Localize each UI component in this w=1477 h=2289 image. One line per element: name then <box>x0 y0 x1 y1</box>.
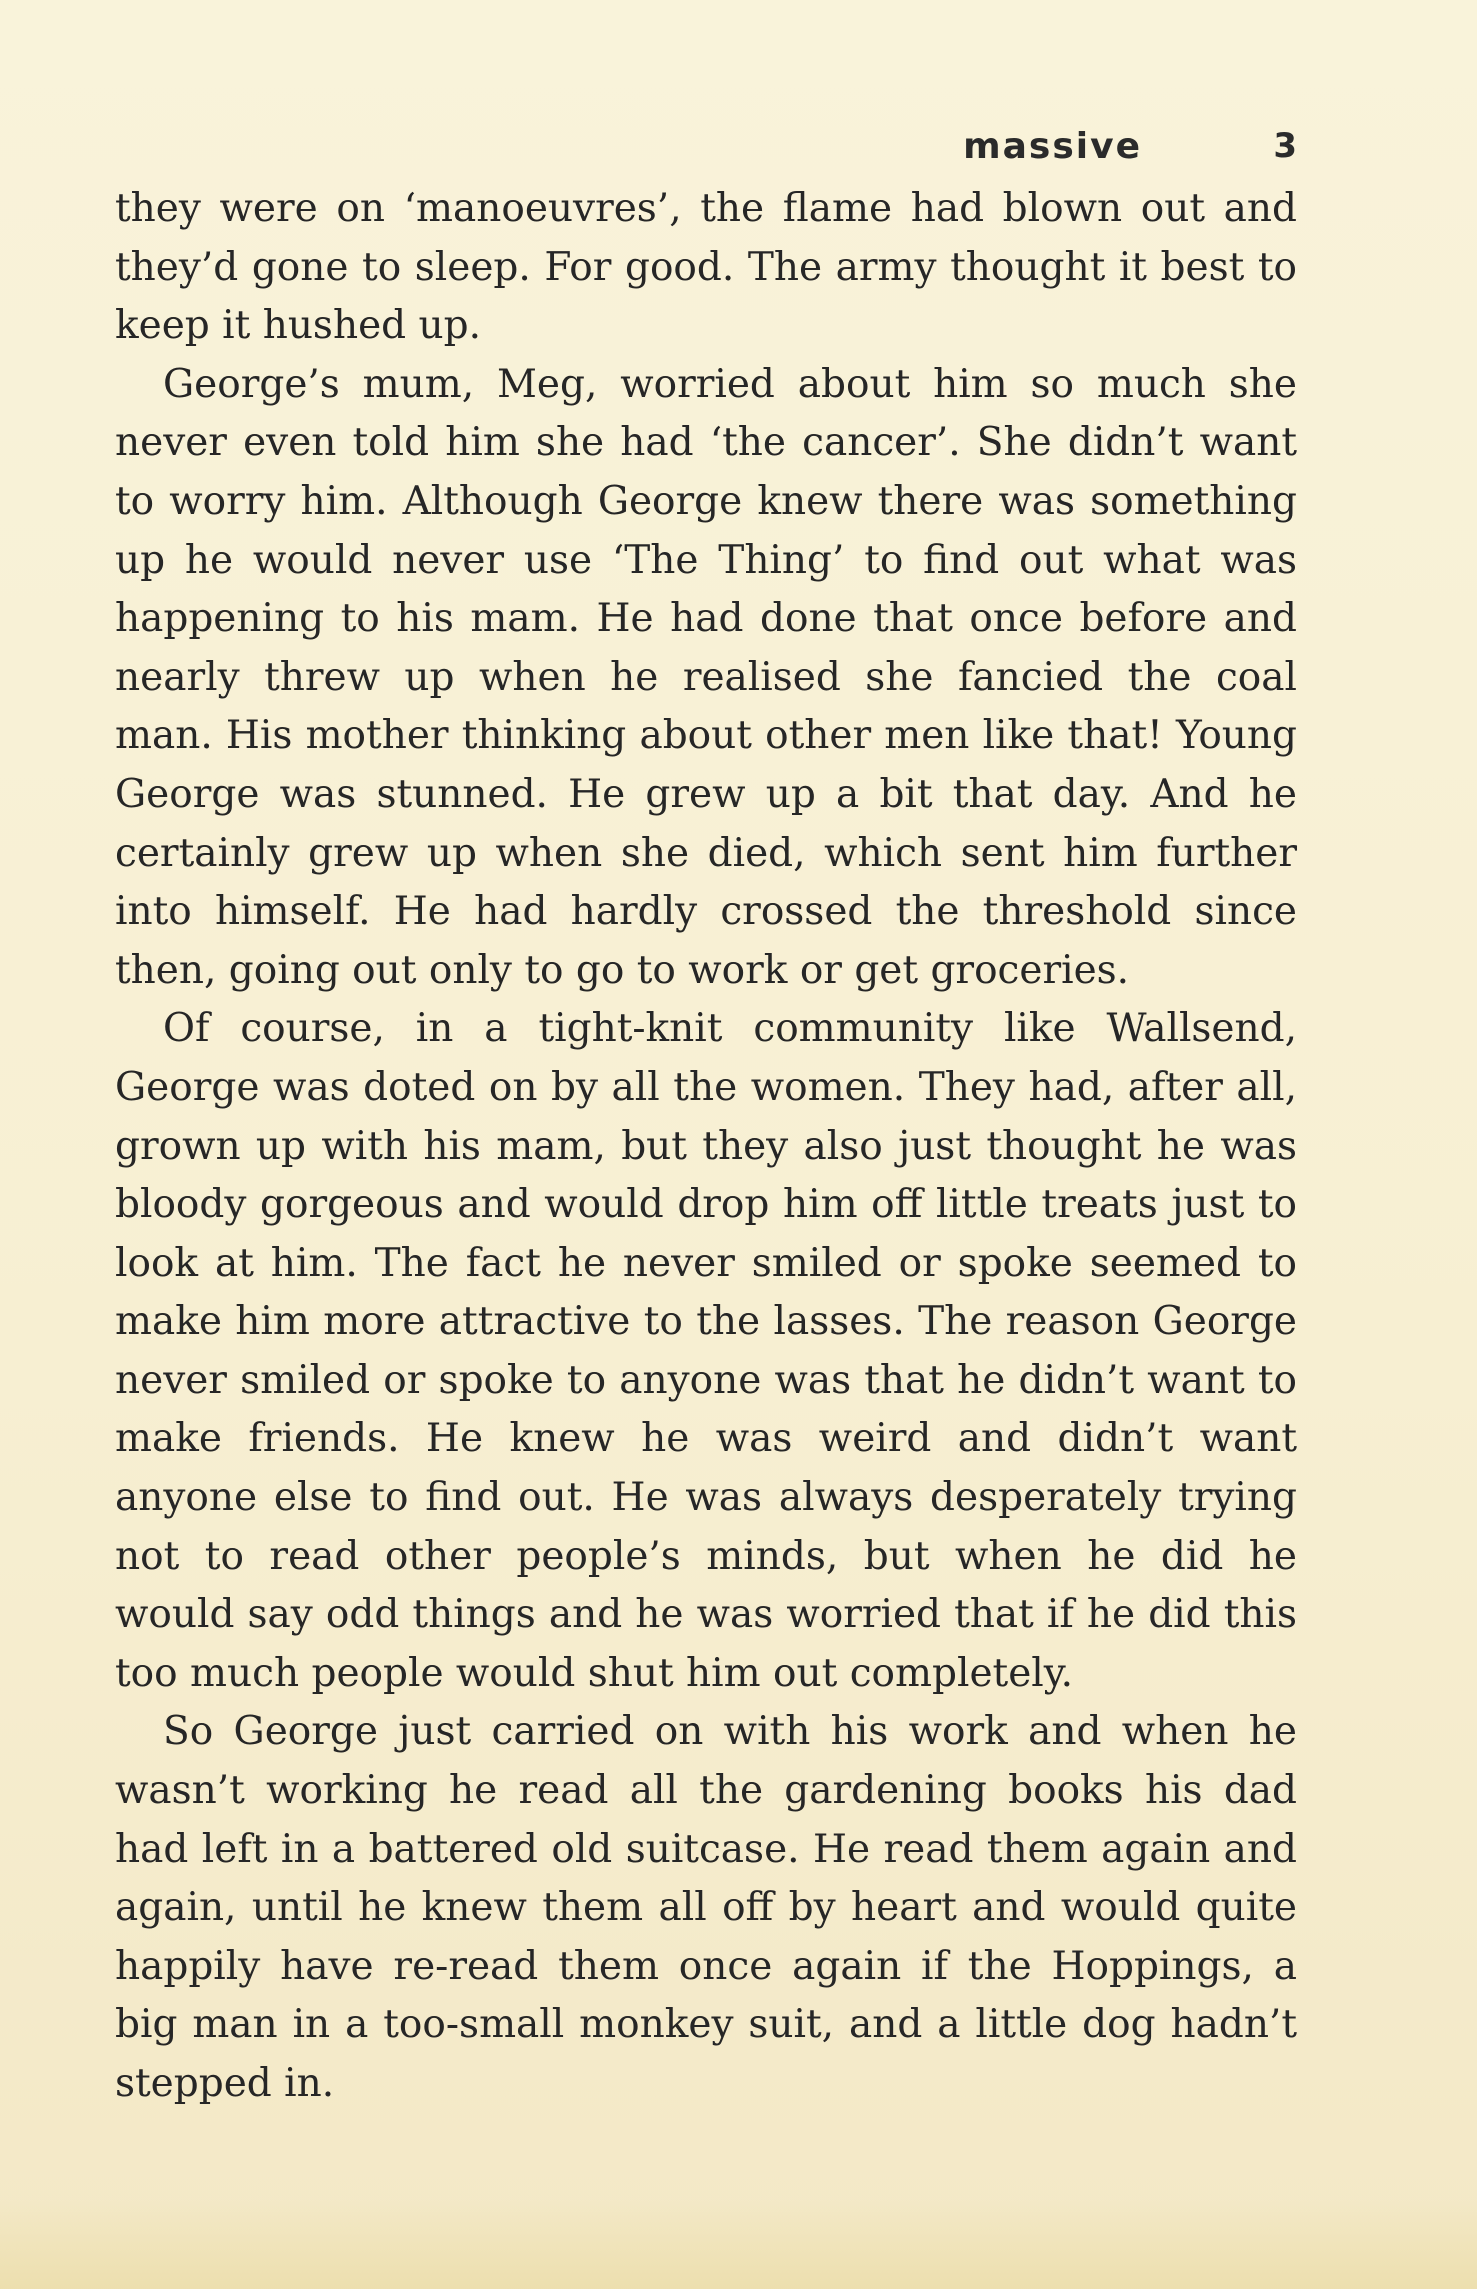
body-text <box>115 180 1297 2114</box>
paragraph: Of course, in a tight-knit community like Wallsend, George was doted on by all the women. They had, after all, grown up with his mam, but they also just thought he was bloody gorgeous and would drop him off little treats just to look at him. The fact he never smiled or spoke seemed to make him more attractive to the lasses. The reason George never smiled or spoke to anyone was that he didn’t want to make friends. He knew he was weird and didn’t want anyone else to find out. He was always desperately trying not to read other people’s minds, but when he did he would say odd things and he was worried that if he did this too much people would shut him out completely. <box>115 1006 1297 1696</box>
paragraph: George’s mum, Meg, worried about him so much she never even told him she had ‘the cancer’. She didn’t want to worry him. Although George knew there was something up he would never use ‘The Thing’ to find out what was happening to his mam. He had done that once before and nearly threw up when he realised she fancied the coal man. His mother thinking about other men like that! Young George was stunned. He grew up a bit that day. And he certainly grew up when she died, which sent him further into himself. He had hardly crossed the threshold since then, going out only to go to work or get groceries. <box>115 361 1297 993</box>
paragraph: they were on ‘manoeuvres’, the flame had blown out and they’d gone to sleep. For good. The army thought it best to keep it hushed up. <box>115 186 1297 349</box>
running-title: massive <box>963 126 1142 167</box>
running-header <box>115 126 1297 176</box>
paragraph: So George just carried on with his work and when he wasn’t working he read all the gardening books his dad had left in a battered old suitcase. He read them again and again, until he knew them all off by heart and would quite happily have re-read them once again if the Hoppings, a big man in a too-small monkey suit, and a little dog hadn’t stepped in. <box>115 1709 1297 2106</box>
page-bottom-shade <box>0 2199 1477 2289</box>
page-number: 3 <box>1273 126 1297 166</box>
